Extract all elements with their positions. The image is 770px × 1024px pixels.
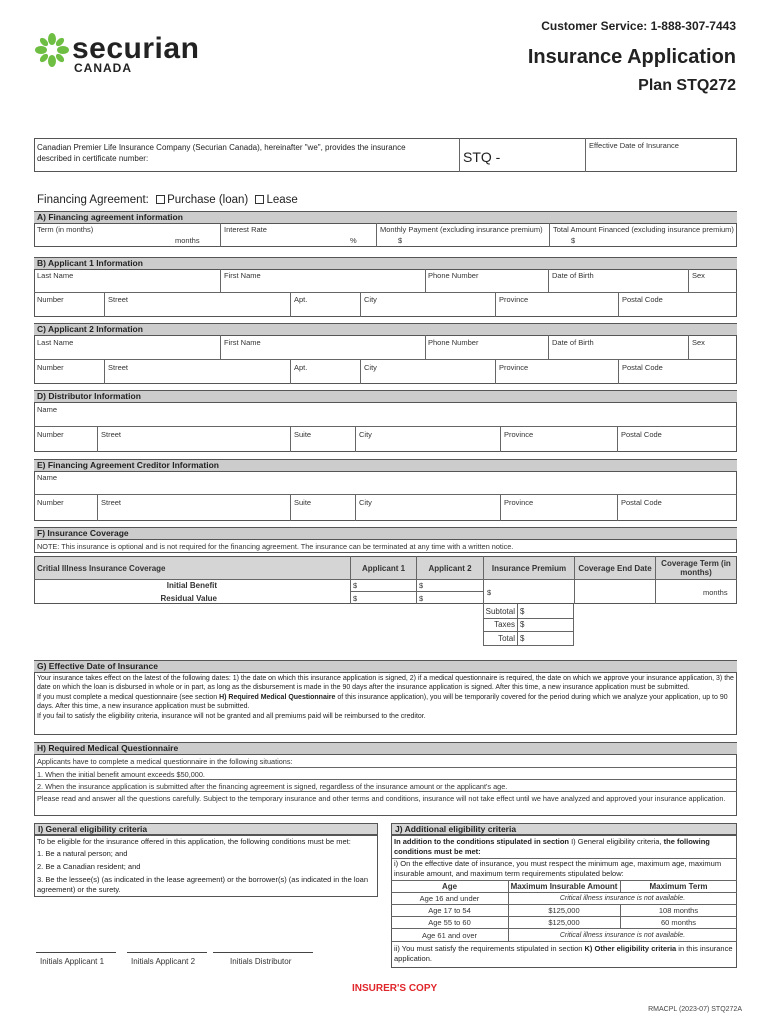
init1-line[interactable] — [36, 952, 116, 953]
age-row-term: 108 months — [658, 906, 699, 915]
c-dob[interactable]: Date of Birth — [552, 338, 594, 347]
section-f-header: F) Insurance Coverage — [34, 527, 737, 539]
init2-line[interactable] — [127, 952, 207, 953]
dollar-unit: $ — [398, 236, 403, 245]
e-province[interactable]: Province — [504, 498, 534, 507]
lease-option: Lease — [266, 194, 298, 206]
section-j-header: J) Additional eligibility criteria — [391, 823, 737, 835]
d-street[interactable]: Street — [101, 430, 122, 439]
pct-unit: % — [350, 236, 357, 245]
term-field[interactable]: Term (in months) — [37, 225, 94, 234]
dollar-unit: $ — [571, 236, 576, 245]
e-name[interactable]: Name — [37, 473, 58, 482]
c-number[interactable]: Number — [37, 363, 64, 372]
b-city[interactable]: City — [364, 295, 377, 304]
d-number[interactable]: Number — [37, 430, 64, 439]
page-title: Insurance Application — [527, 46, 736, 68]
e-suite[interactable]: Suite — [294, 498, 312, 507]
col-age: Age — [441, 882, 458, 891]
total-field[interactable]: $ — [520, 634, 525, 643]
j-i1: i) On the effective date of insurance, you must respect the minimum age, maximum age, maximum insurable amount, and maximum term requirements stipulated below: — [394, 859, 722, 878]
months-unit: months — [175, 236, 200, 245]
i-intro: To be eligible for the insurance offered in this application, the following conditions must be met: — [37, 837, 351, 846]
b-last-name[interactable]: Last Name — [37, 271, 74, 280]
b-street[interactable]: Street — [108, 295, 129, 304]
initials-distributor: Initials Distributor — [230, 957, 292, 966]
cic-label: Critial Illness Insurance Coverage — [37, 564, 166, 573]
purchase-option: Purchase (loan) — [167, 194, 249, 206]
b-apt[interactable]: Apt. — [294, 295, 308, 304]
b-phone[interactable]: Phone Number — [428, 271, 479, 280]
f-note: NOTE: This insurance is optional and is not required for the financing agreement. The insurance can be terminated at any time with a written notice. — [37, 542, 514, 551]
intro-text: Canadian Premier Life Insurance Company (Securian Canada), hereinafter "we", provides the insurance described in certificate number: — [37, 143, 406, 163]
total-label: Total — [498, 634, 515, 643]
purchase-checkbox[interactable] — [156, 195, 165, 204]
age-row-term: 60 months — [660, 918, 697, 927]
section-d-header: D) Distributor Information — [34, 390, 737, 402]
section-a-header: A) Financing agreement information — [34, 211, 737, 223]
section-e-header: E) Financing Agreement Creditor Information — [34, 459, 737, 471]
c-postal[interactable]: Postal Code — [622, 363, 663, 372]
j-ii: ii) You must satisfy the requirements stipulated in section K) Other eligibility criteria in this insurance application. — [394, 944, 733, 963]
g-para-1: Your insurance takes effect on the latest of the following dates: 1) the date on which this insurance application is signed, 2) if a medical questionnaire is required, the date on which we approve your insurance application, 3) the date on which the loan is disbursed in whole or in part, as long as the disbursement is made in the 90 days after the insurance application is signed. After this time, a new insurance application must be submitted. — [37, 675, 734, 692]
premium-field[interactable]: $ — [487, 588, 492, 597]
app1-initial-field[interactable]: $ — [353, 581, 358, 590]
c-first-name[interactable]: First Name — [224, 338, 261, 347]
leaf-logo-icon — [34, 32, 70, 68]
h-item-1: 1. When the initial benefit amount exceeds $50,000. — [37, 770, 205, 779]
financing-label: Financing Agreement: — [37, 194, 149, 206]
b-dob[interactable]: Date of Birth — [552, 271, 594, 280]
h-outro: Please read and answer all the questions carefully. Subject to the temporary insurance and other terms and conditions, insurance will not take effect until we have analyzed and approved your insurance application. — [37, 794, 726, 803]
lease-checkbox[interactable] — [255, 195, 264, 204]
interest-rate-field[interactable]: Interest Rate — [224, 225, 267, 234]
d-postal[interactable]: Postal Code — [621, 430, 662, 439]
initial-benefit-label: Initial Benefit — [166, 581, 217, 590]
initials-applicant-2: Initials Applicant 2 — [131, 957, 196, 966]
taxes-field[interactable]: $ — [520, 620, 525, 629]
age-row-age: Age 17 to 54 — [428, 906, 471, 915]
c-sex[interactable]: Sex — [692, 338, 705, 347]
e-city[interactable]: City — [359, 498, 372, 507]
c-province[interactable]: Province — [499, 363, 529, 372]
age-row-amount: $125,000 — [548, 918, 580, 927]
effective-date-text — [37, 674, 734, 721]
c-street[interactable]: Street — [108, 363, 129, 372]
financing-agreement — [37, 194, 298, 206]
app1-residual-field[interactable]: $ — [353, 594, 358, 603]
h-item-2: 2. When the insurance application is submitted after the financing agreement is signed, regardless of the insurance amount or the applicant's age. — [37, 782, 508, 791]
c-phone[interactable]: Phone Number — [428, 338, 479, 347]
premium-col: Insurance Premium — [491, 564, 567, 573]
app2-initial-field[interactable]: $ — [419, 581, 424, 590]
brand-sub: CANADA — [74, 61, 132, 75]
end-date-col: Coverage End Date — [578, 564, 652, 573]
securian-logo — [34, 32, 204, 77]
section-e-box — [34, 471, 737, 521]
c-last-name[interactable]: Last Name — [37, 338, 74, 347]
b-province[interactable]: Province — [499, 295, 529, 304]
b-first-name[interactable]: First Name — [224, 271, 261, 280]
d-city[interactable]: City — [359, 430, 372, 439]
term-months-field[interactable]: months — [703, 588, 728, 597]
age-row-amount: $125,000 — [548, 906, 580, 915]
customer-service: Customer Service: 1-888-307-7443 — [541, 19, 736, 33]
app2-col: Applicant 2 — [428, 564, 472, 573]
d-suite[interactable]: Suite — [294, 430, 312, 439]
e-number[interactable]: Number — [37, 498, 64, 507]
plan-name: Plan STQ272 — [638, 77, 736, 94]
d-name[interactable]: Name — [37, 405, 58, 414]
age-row-age: Age 16 and under — [419, 894, 480, 903]
age-row-amount: Critical illness insurance is not available. — [559, 895, 686, 902]
col-amount: Maximum Insurable Amount — [510, 882, 618, 891]
g-para-2: If you must complete a medical questionnaire (see section H) Required Medical Questionnaire of this insurance application), you will be temporarily covered for the period during which we analyze your application, up to 90 days. After this time, a new insurance application must be submitted. — [37, 693, 728, 711]
age-row-amount: Critical illness insurance is not available. — [559, 932, 686, 939]
total-financed-field[interactable]: Total Amount Financed (excluding insurance premium) — [553, 225, 734, 234]
section-b-header: B) Applicant 1 Information — [34, 257, 737, 269]
age-row-age: Age 55 to 60 — [428, 918, 471, 927]
c-city[interactable]: City — [364, 363, 377, 372]
monthly-payment-field[interactable]: Monthly Payment (excluding insurance premium) — [380, 225, 543, 234]
section-h-header: H) Required Medical Questionnaire — [34, 742, 737, 754]
h-intro: Applicants have to complete a medical questionnaire in the following situations: — [37, 757, 293, 766]
stq-number-field[interactable]: STQ - — [463, 149, 501, 165]
residual-value-label: Residual Value — [160, 594, 217, 603]
term-col: Coverage Term (in months) — [661, 559, 731, 577]
taxes-label: Taxes — [494, 620, 515, 629]
subtotal-field[interactable]: $ — [520, 607, 525, 616]
i-c2: 2. Be a Canadian resident; and — [37, 862, 141, 871]
section-i-header: I) General eligibility criteria — [34, 823, 378, 835]
effective-date-field[interactable]: Effective Date of Insurance — [589, 141, 679, 150]
i-c3: 3. Be the lessee(s) (as indicated in the lease agreement) or the borrower(s) (as indicated in the loan agreement) or the surety. — [37, 875, 369, 894]
b-number[interactable]: Number — [37, 295, 64, 304]
col-term: Maximum Term — [649, 882, 708, 891]
insurers-copy: INSURER'S COPY — [352, 983, 438, 994]
d-province[interactable]: Province — [504, 430, 534, 439]
section-b-box — [34, 269, 737, 317]
i-c1: 1. Be a natural person; and — [37, 849, 128, 858]
e-postal[interactable]: Postal Code — [621, 498, 662, 507]
b-sex[interactable]: Sex — [692, 271, 705, 280]
b-postal[interactable]: Postal Code — [622, 295, 663, 304]
g-para-3: If you fail to satisfy the eligibility criteria, insurance will not be granted and all premiums paid will be reimbursed to the creditor. — [37, 712, 426, 720]
j-intro: In addition to the conditions stipulated in section I) General eligibility criteria, the following conditions must be met: — [394, 837, 710, 856]
initials-applicant-1: Initials Applicant 1 — [40, 957, 105, 966]
e-street[interactable]: Street — [101, 498, 122, 507]
section-g-header: G) Effective Date of Insurance — [34, 660, 737, 672]
subtotal-label: Subtotal — [485, 607, 515, 616]
c-apt[interactable]: Apt. — [294, 363, 308, 372]
form-code: RMACPL (2023-07) STQ272A — [648, 1006, 742, 1013]
section-d-box — [34, 402, 737, 452]
age-row-age: Age 61 and over — [421, 931, 478, 940]
app1-col: Applicant 1 — [361, 564, 406, 573]
i-criteria — [37, 837, 375, 895]
app2-residual-field[interactable]: $ — [419, 594, 424, 603]
brand-name: securian — [72, 32, 200, 65]
init3-line[interactable] — [213, 952, 313, 953]
section-c-header: C) Applicant 2 Information — [34, 323, 737, 335]
